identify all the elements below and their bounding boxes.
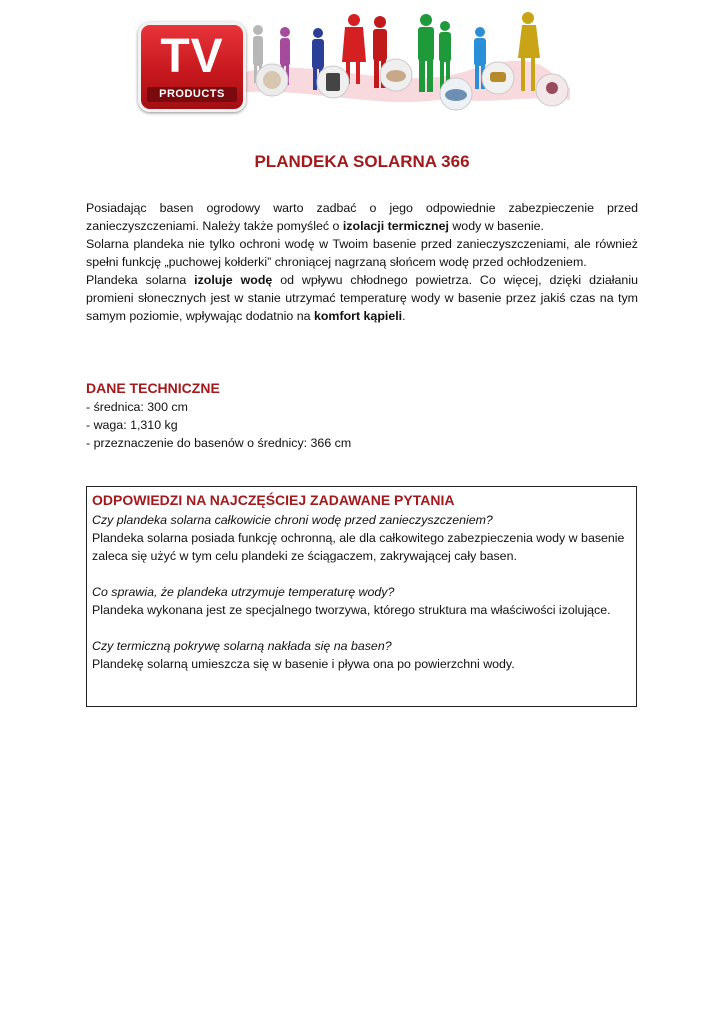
faq-question: Czy plandeka solarna całkowicie chroni wodę przed zanieczyszczeniem? [92, 513, 493, 527]
intro-bold-text: izolacji termicznej [342, 219, 449, 233]
faq-spacer [92, 619, 631, 637]
intro-text: wody w basenie. [448, 219, 544, 233]
intro-bold-text: izoluje wodę [194, 273, 273, 287]
technical-data-item: - średnica: 300 cm [86, 400, 188, 414]
technical-data-list [86, 398, 638, 452]
intro-paragraph-2: Solarna plandeka nie tylko ochroni wodę w Twoim basenie przed zanieczyszczeniami, ale również spełni funkcję „puchowej kołderki” chroniącej nagrzaną słońcem wodę przed ochłodzeniem. [86, 237, 638, 269]
faq-answer: Plandeka wykonana jest ze specjalnego tworzywa, którego struktura ma właściwości izolujące. [92, 603, 611, 617]
technical-data-section [86, 378, 638, 452]
tv-products-logo [138, 22, 246, 112]
intro-bold-text: komfort kąpieli [313, 309, 403, 323]
faq-question: Co sprawia, że plandeka utrzymuje temperaturę wody? [92, 585, 395, 599]
technical-data-item: - waga: 1,310 kg [86, 418, 178, 432]
faq-box [86, 486, 637, 707]
intro-paragraph-3 [86, 271, 638, 325]
faq-answer: Plandekę solarną umieszcza się w basenie i pływa ona po powierzchni wody. [92, 657, 515, 671]
logo-tv-text: TV [160, 30, 224, 83]
intro-section [86, 199, 638, 325]
technical-data-heading: DANE TECHNICZNE [86, 380, 220, 396]
logo-products-text: PRODUCTS [147, 87, 237, 102]
intro-paragraph-1 [86, 199, 638, 235]
page-title: PLANDEKA SOLARNA 366 [254, 152, 470, 171]
intro-text: od wpływu chłodnego powietrza. Co więcej, dzięki działaniu promieni słonecznych jest w stanie utrzymać temperaturę wody w basenie przez jakiś czas na tym samym poziomie, wpływając dodatnio na [86, 273, 638, 323]
intro-text: Plandeka solarna [86, 273, 195, 287]
technical-data-item: - przeznaczenie do basenów o średnicy: 366 cm [86, 436, 352, 450]
faq-answer: Plandeka solarna posiada funkcję ochronną, ale dla całkowitego zabezpieczenia wody w basenie zaleca się użyć w tym celu plandeki ze ściągaczem, zakrywającej cały basen. [92, 531, 625, 563]
faq-spacer [92, 565, 631, 583]
intro-text: Posiadając basen ogrodowy warto zadbać o jego odpowiednie zabezpieczenie przed zanieczyszczeniami. Należy także pomyśleć o [86, 201, 638, 233]
faq-question: Czy termiczną pokrywę solarną nakłada się na basen? [92, 639, 392, 653]
faq-heading: ODPOWIEDZI NA NAJCZĘŚCIEJ ZADAWANE PYTANIA [92, 492, 455, 508]
intro-text: . [402, 309, 406, 323]
